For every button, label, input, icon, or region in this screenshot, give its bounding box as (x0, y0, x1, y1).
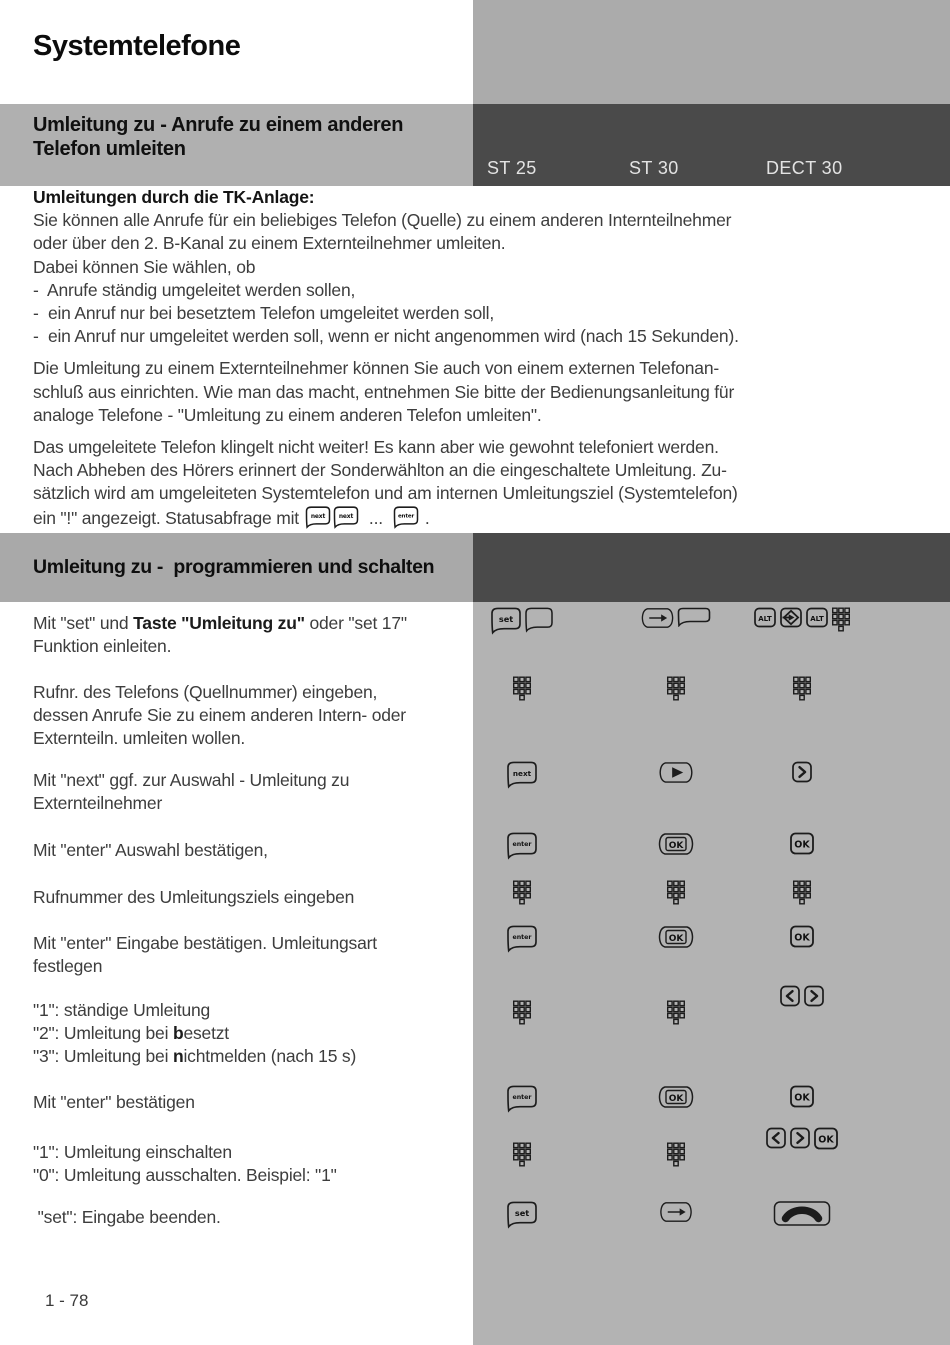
icon-cell-st25-row-8 (507, 1085, 538, 1113)
alt-key-icon (806, 607, 829, 628)
icon-cell-dect30-row-10 (774, 1201, 831, 1226)
ok-key-icon (658, 1085, 694, 1109)
icon-cell-st25-row-10 (507, 1201, 538, 1229)
icon-cell-st25-row-4 (507, 832, 538, 860)
text-line: schluß aus einrichten. Wie man das macht, entnehmen Sie bitte der Bedienungsanleitung für (33, 381, 735, 402)
text-segment: esetzt (183, 1023, 229, 1044)
svg-text:OK: OK (668, 1093, 684, 1104)
svg-text:OK: OK (668, 840, 684, 851)
icon-cell-st30-row-10 (660, 1201, 693, 1223)
text-segment: Mit "next" ggf. zur Auswahl - Umleitung zu (33, 770, 350, 790)
text-segment: . (420, 507, 430, 528)
text-line: oder über den 2. B-Kanal zu einem Externteilnehmer umleiten. (33, 233, 506, 254)
svg-text:enter: enter (512, 934, 532, 941)
text-segment: "1": Umleitung einschalten (33, 1142, 232, 1162)
blank-function-key-icon (525, 607, 554, 633)
svg-text:next: next (512, 768, 532, 778)
text-segment: Externteiln. umleiten wollen. (33, 728, 246, 749)
icon-cell-st25-row-2 (513, 676, 532, 701)
chevron-left-key-icon (780, 985, 801, 1007)
text-segment: Rufnr. des Telefons (Quellnummer) eingeben, (33, 682, 378, 702)
text-line: sätzlich wird am umgeleiteten Systemtelefon und am internen Umleitungsziel (Systemtelefon) (33, 483, 738, 504)
icon-cell-st30-row-6 (658, 925, 694, 949)
svg-text:OK: OK (668, 933, 684, 944)
set-key-icon (507, 1201, 538, 1229)
instruction-row-7-text (33, 999, 470, 1069)
icon-cell-st25-row-9 (513, 1142, 532, 1167)
text-segment: Mit "set" und (33, 613, 134, 633)
text-segment: ichtmelden (nach 15 s) (183, 1046, 357, 1067)
instruction-row-8-text (33, 1091, 470, 1114)
ok-key-icon (658, 925, 694, 949)
bold-segment: n (172, 1046, 184, 1067)
icon-cell-dect30-row-3 (792, 761, 813, 783)
icon-cell-st30-row-9 (667, 1142, 686, 1167)
text-line (33, 769, 470, 792)
keypad-icon (513, 1000, 532, 1025)
text-line (33, 999, 470, 1022)
text-line (33, 839, 470, 862)
icon-cell-st30-row-5 (667, 880, 686, 905)
section1-title-line1: Umleitung zu - Anrufe zu einem anderen (33, 114, 404, 136)
page-title: Systemtelefone (33, 30, 241, 62)
bold-segment: b (172, 1023, 184, 1044)
keypad-icon (667, 676, 686, 701)
text-line: Die Umleitung zu einem Externteilnehmer können Sie auch von einem externen Telefonan- (33, 358, 719, 379)
icon-cell-st25-row-5 (513, 880, 532, 905)
icon-cell-st30-row-8 (658, 1085, 694, 1109)
instruction-row-10-text (33, 1206, 470, 1229)
icon-cell-st25-row-7 (513, 1000, 532, 1025)
alt-key-icon (754, 607, 777, 628)
svg-text:next: next (310, 512, 325, 520)
text-segment: oder "set 17" (304, 613, 407, 633)
instruction-row-1-text (33, 612, 470, 658)
next-key-icon (507, 761, 538, 789)
chevron-right-key-icon (804, 985, 825, 1007)
text-line (33, 1022, 470, 1045)
text-line: - ein Anruf nur umgeleitet werden soll, wenn er nicht angenommen wird (nach 15 Sekunden). (33, 326, 739, 347)
text-line (33, 955, 470, 978)
forward-arrow-key-icon (641, 607, 674, 629)
enter-key-icon (507, 832, 538, 860)
icon-cell-dect30-row-4 (790, 832, 815, 855)
icon-cell-st30-row-2 (667, 676, 686, 701)
text-line: analoge Telefone - "Umleitung zu einem anderen Telefon umleiten". (33, 404, 542, 425)
svg-text:OK: OK (818, 1134, 834, 1146)
icon-cell-dect30-row-7 (780, 985, 825, 1007)
text-line (33, 635, 470, 658)
ok-key-icon (790, 1085, 815, 1108)
forward-arrow-key-icon (660, 1201, 693, 1223)
instruction-row-2-text (33, 681, 470, 751)
chevron-right-key-icon (790, 1127, 811, 1149)
chevron-right-key-icon (792, 761, 813, 783)
text-segment: "1": ständige Umleitung (33, 1000, 211, 1020)
icon-cell-st25-row-1 (491, 607, 554, 635)
instruction-row-5-text (33, 886, 470, 909)
ok-key-icon (658, 832, 694, 856)
svg-text:enter: enter (512, 1094, 532, 1101)
text-segment: Rufnummer des Umleitungsziels eingeben (33, 887, 355, 907)
icon-cell-dect30-row-9 (766, 1127, 839, 1150)
svg-text:ALT: ALT (758, 614, 772, 623)
text-line (33, 1141, 470, 1164)
text-line: - Anrufe ständig umgeleitet werden sollen, (33, 279, 356, 300)
ok-key-icon (790, 832, 815, 855)
icon-cell-st30-row-7 (667, 1000, 686, 1025)
set-key-icon (491, 607, 522, 635)
icon-cell-dect30-row-1 (754, 607, 851, 632)
instruction-row-4-text (33, 839, 470, 862)
enter-key-icon (507, 1085, 538, 1113)
page-number: 1 - 78 (45, 1291, 89, 1310)
text-segment: Mit "enter" Auswahl bestätigen, (33, 840, 268, 860)
text-segment: "set": Eingabe beenden. (33, 1207, 221, 1227)
instruction-row-6-text (33, 932, 470, 978)
bold-segment: Taste "Umleitung zu" (133, 613, 305, 633)
svg-text:OK: OK (794, 839, 810, 851)
forward-diamond-key-icon (780, 607, 803, 628)
text-segment: Funktion einleiten. (33, 636, 172, 657)
section1-title-line2: Telefon umleiten (33, 138, 186, 160)
text-line: Nach Abheben des Hörers erinnert der Sonderwählton an die eingeschaltete Umleitung. Zu- (33, 460, 727, 481)
icon-cell-st30-row-1 (641, 607, 711, 629)
text-segment: ein "!" angezeigt. Statusabfrage mit (33, 507, 304, 528)
text-segment: "2": Umleitung bei (33, 1023, 173, 1044)
icon-cell-dect30-row-5 (793, 880, 812, 905)
text-line (33, 681, 470, 704)
intro-heading: Umleitungen durch die TK-Anlage: (33, 187, 315, 207)
text-segment: ... (359, 507, 393, 528)
keypad-icon (667, 1142, 686, 1167)
icon-cell-dect30-row-2 (793, 676, 812, 701)
icon-cell-st30-row-3 (658, 761, 694, 784)
text-segment: dessen Anrufe Sie zu einem anderen Intern- oder (33, 705, 406, 726)
text-line: Dabei können Sie wählen, ob (33, 256, 256, 277)
text-line (33, 1164, 470, 1187)
text-line: Das umgeleitete Telefon klingelt nicht weiter! Es kann aber wie gewohnt telefoniert werden. (33, 437, 719, 458)
svg-text:next: next (338, 512, 353, 520)
text-segment: "3": Umleitung bei (33, 1046, 173, 1067)
instruction-row-9-text (33, 1141, 470, 1187)
svg-text:enter: enter (398, 513, 415, 520)
keypad-icon (793, 880, 812, 905)
svg-text:set: set (498, 613, 514, 624)
keypad-icon (513, 676, 532, 701)
text-line (33, 792, 470, 815)
instruction-row-3-text (33, 769, 470, 815)
hang-up-handset-key-icon (774, 1201, 831, 1226)
text-segment: Externteilnehmer (33, 793, 163, 814)
column-header-st25: ST 25 (487, 158, 537, 178)
column-header-dect30: DECT 30 (766, 158, 843, 178)
text-segment: "0": Umleitung ausschalten. Beispiel: "1" (33, 1165, 337, 1186)
svg-text:OK: OK (794, 932, 810, 944)
keypad-icon (513, 880, 532, 905)
text-line (33, 1091, 470, 1114)
text-line (33, 1206, 470, 1229)
icon-cell-st25-row-6 (507, 925, 538, 953)
text-line: - ein Anruf nur bei besetztem Telefon umgeleitet werden soll, (33, 303, 495, 324)
text-line (33, 612, 470, 635)
keypad-icon (667, 880, 686, 905)
column-header-st30: ST 30 (629, 158, 679, 178)
next-arrow-key-icon (658, 761, 694, 784)
svg-text:set: set (514, 1207, 530, 1218)
svg-text:enter: enter (512, 841, 532, 848)
text-segment: Mit "enter" bestätigen (33, 1092, 195, 1112)
ok-key-icon (790, 925, 815, 948)
svg-text:ALT: ALT (810, 614, 824, 623)
icon-cell-dect30-row-8 (790, 1085, 815, 1108)
text-segment: Mit "enter" Eingabe bestätigen. Umleitungsart (33, 933, 377, 953)
blank-function-key-icon (677, 607, 711, 627)
enter-key-icon (507, 925, 538, 953)
keypad-icon (513, 1142, 532, 1167)
icon-cell-dect30-row-6 (790, 925, 815, 948)
text-line (33, 932, 470, 955)
text-segment: festlegen (33, 956, 103, 977)
keypad-icon (832, 607, 851, 632)
ok-key-icon (814, 1127, 839, 1150)
text-line (33, 704, 470, 727)
chevron-left-key-icon (766, 1127, 787, 1149)
keypad-icon (667, 1000, 686, 1025)
text-line (33, 1045, 470, 1068)
icon-cell-st30-row-4 (658, 832, 694, 856)
svg-text:OK: OK (794, 1092, 810, 1104)
text-line (33, 886, 470, 909)
text-line: Sie können alle Anrufe für ein beliebiges Telefon (Quelle) zu einem anderen Internteilnehmer (33, 210, 732, 231)
icon-cell-st25-row-3 (507, 761, 538, 789)
section2-title: Umleitung zu - programmieren und schalten (0, 533, 473, 602)
keypad-icon (793, 676, 812, 701)
text-line (33, 727, 470, 750)
